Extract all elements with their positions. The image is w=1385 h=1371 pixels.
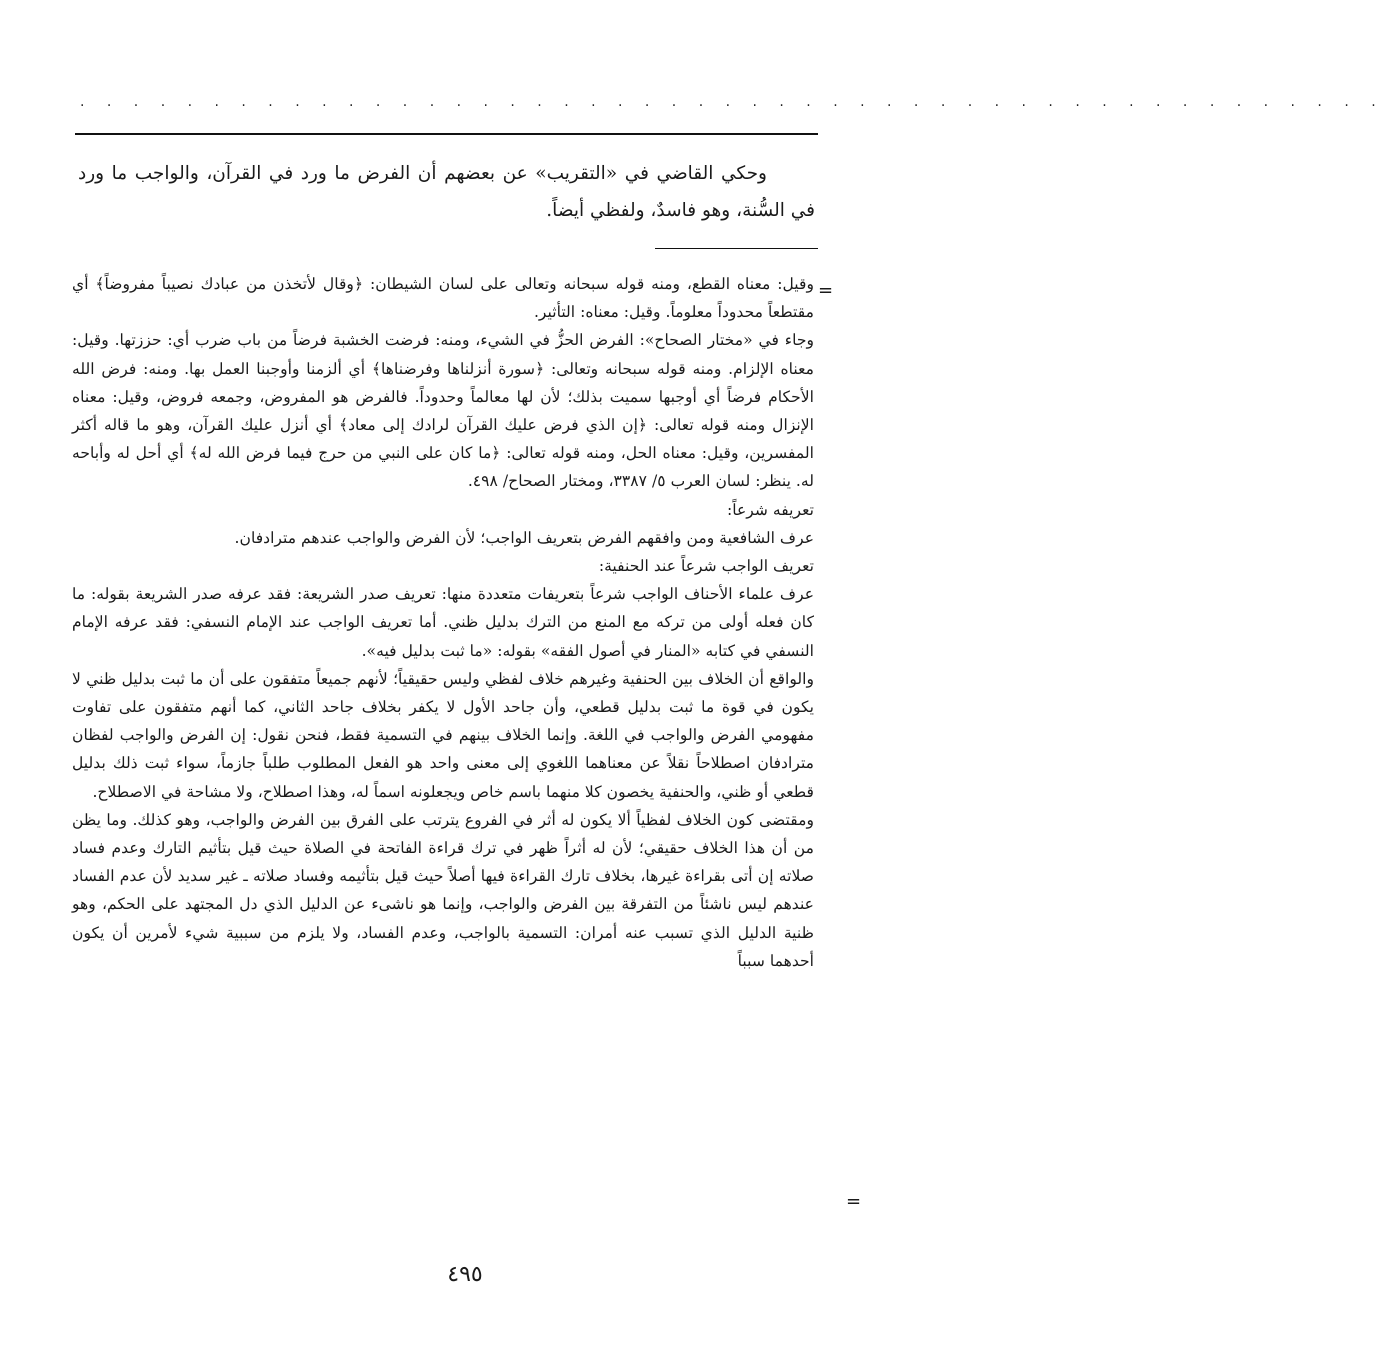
main-text (78, 155, 815, 229)
main-paragraph: وحكي القاضي في «التقريب» عن بعضهم أن الفرض ما ورد في القرآن، والواجب ما ورد في السُّنة، وهو فاسدٌ، ولفظي أيضاً. (78, 163, 815, 221)
footnote-paragraph: وقيل: معناه القطع، ومنه قوله سبحانه وتعالى على لسان الشيطان: ﴿وقال لأتخذن من عبادك نصيباً مفروضاً﴾ أي مقتطعاً محدوداً معلوماً. وقيل: معناه: التأثير. (72, 275, 814, 322)
footnote-continuation-mark: = (818, 280, 834, 301)
footnote-heading: تعريف الواجب شرعاً عند الحنفية: (598, 557, 814, 576)
footnote-paragraph: والواقع أن الخلاف بين الحنفية وغيرهم خلاف لفظي وليس حقيقياً؛ لأنهم جميعاً متفقون على أن ما ثبت بدليل ظني لا يكون في قوة ما ثبت بدليل قطعي، وأن جاحد الأول لا يكفر بخلاف جاحد الثاني، كما أنهم متفقون على تفاوت مفهومي الفرض والواجب في اللغة. وإنما الخلاف بينهم في التسمية فقط، فنحن نقول: إن الفرض والواجب لفظان مترادفان اصطلاحاً نقلاً عن معناهما اللغوي إلى معنى واحد هو الفعل المطلوب طلباً جازماً، سواء ثبت ذلك بدليل قطعي أو ظني، والحنفية يخصون كلا منهما باسم خاص ويجعلونه اسماً له، وهذا اصطلاح، ولا مشاحة في الاصطلاح. (72, 669, 814, 801)
footnote-paragraph: عرف علماء الأحناف الواجب شرعاً بتعريفات متعددة منها: تعريف صدر الشريعة: فقد عرفه صدر الشريعة بقوله: ما كان فعله أولى من تركه مع المنع من الترك بدليل ظني. أما تعريف الواجب عند الإمام النسفي: فقد عرفه الإمام النسفي في كتابه «المنار في أصول الفقه» بقوله: «ما ثبت بدليل فيه». (72, 585, 814, 660)
footnote-continues-mark: = (846, 1191, 862, 1212)
footnote-block (72, 270, 814, 975)
footnote-paragraph: عرف الشافعية ومن وافقهم الفرض بتعريف الواجب؛ لأن الفرض والواجب عندهم مترادفان. (234, 528, 814, 547)
header-dots: . . . . . . . . . . . . . . . . . . . . . . . . . . . . . . . . . . . . . . . . . . . . . . . . . (80, 94, 1385, 110)
footnote-paragraph: ومقتضى كون الخلاف لفظياً ألا يكون له أثر في الفروع يترتب على الفرق بين الفرض والواجب، وهو كذلك. وما يظن من أن هذا الخلاف حقيقي؛ لأن له أثراً ظهر في ترك قراءة الفاتحة في الصلاة حيث قيل بتأثيم التارك وعدم فساد صلاته إن أتى بقراءة غيرها، بخلاف تارك القراءة فيها أصلاً حيث قيل بتأثيمه وفساد صلاته ـ غير سديد لأن عدم الفساد عندهم ليس ناشئاً من التفرقة بين الفرض والواجب، وإنما هو ناشىء عن الدليل الذي دل المجتهد على الحكم، وهو ظنية الدليل الذي تسبب عنه أمران: التسمية بالواجب، وعدم الفساد، ولا يلزم من سببية شيء لأمرين أن يكون أحدهما سبباً (72, 810, 815, 970)
footnote-paragraph: وجاء في «مختار الصحاح»: الفرض الحزُّ في الشيء، ومنه: فرضت الخشبة فرضاً من باب ضرب أي: حززتها. وقيل: معناه الإلزام. ومنه قوله سبحانه وتعالى: ﴿سورة أنزلناها وفرضناها﴾ أي ألزمنا وأوجبنا العمل بها. ومنه: فرض الله الأحكام فرضاً أي أوجبها سميت بذلك؛ لأن لها معالماً وحدوداً. فالفرض هو المفروض، وجمعه فروض، وقيل: معناه الإنزال ومنه قوله تعالى: ﴿إن الذي فرض عليك القرآن لرادك إلى معاد﴾ أي أنزل عليك القرآن، وهو ما قاله أكثر المفسرين، وقيل: معناه الحل، ومنه قوله تعالى: ﴿ما كان على النبي من حرج فيما فرض الله له﴾ أي أحل له وأباحه له. ينظر: لسان العرب ٥/ ٣٣٨٧، ومختار الصحاح/ ٤٩٨. (72, 331, 814, 491)
footnote-heading: تعريفه شرعاً: (727, 500, 814, 519)
page-number: ٤٩٥ (447, 1262, 483, 1287)
footnote-separator (655, 248, 818, 249)
header-rule (75, 133, 818, 135)
